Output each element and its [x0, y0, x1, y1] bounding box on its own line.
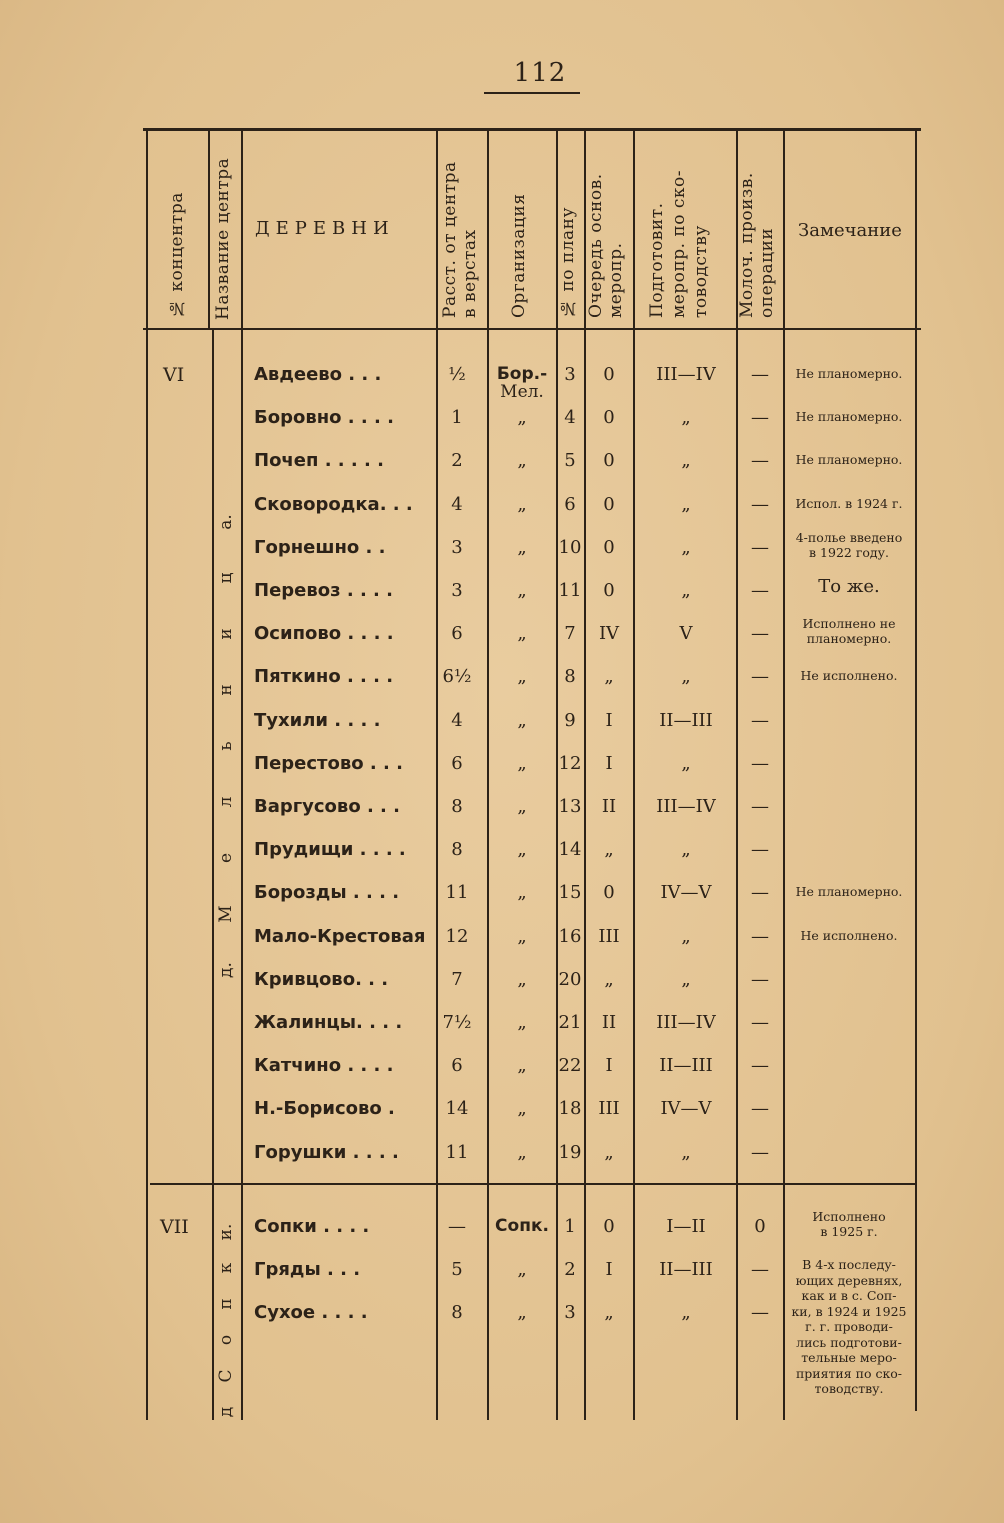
header-queue-1: Очередь основ.: [586, 173, 606, 318]
center-letter: М: [216, 905, 236, 923]
queue-value: 0: [603, 1216, 615, 1237]
village-name: Перестово . . .: [254, 752, 403, 774]
remark-text-2: в 1922 году.: [809, 544, 889, 560]
remark-text: Не планомерно.: [795, 452, 903, 468]
distance-value: 8: [451, 839, 463, 861]
remark-text-2: в 1925 г.: [820, 1224, 878, 1239]
prep-value: „: [681, 407, 691, 429]
center-letter: е: [216, 852, 236, 864]
distance-value: 8: [451, 796, 463, 817]
distance-value: ½: [448, 364, 466, 385]
organization-value: „: [517, 1098, 527, 1120]
queue-value: „: [604, 968, 614, 990]
milk-value: —: [751, 666, 769, 688]
header-milk-1: Молоч. произв.: [737, 172, 757, 318]
village-name: Почеп . . . . .: [254, 450, 384, 472]
remark-text: Не исполнено.: [800, 927, 898, 943]
prep-value: „: [681, 968, 691, 990]
organization-value: „: [517, 1055, 527, 1077]
village-name: Горушки . . . .: [254, 1141, 399, 1163]
concentr-number: VII: [160, 1216, 189, 1238]
distance-value: 3: [451, 580, 463, 601]
concentr-number: VI: [163, 364, 185, 386]
plan-number: 16: [558, 925, 582, 947]
header-queue-2: меропр.: [606, 242, 626, 318]
prep-value: „: [681, 752, 691, 774]
milk-value: —: [751, 839, 769, 861]
milk-value: —: [751, 536, 769, 558]
group-separator-rule: [150, 1183, 916, 1185]
col-rule: [633, 131, 635, 1420]
queue-value: 0: [603, 580, 615, 601]
prep-value: „: [681, 450, 691, 472]
remark-text: Не планомерно.: [795, 884, 903, 900]
plan-number: 1: [564, 1216, 576, 1237]
plan-number: 13: [558, 796, 582, 817]
queue-value: „: [604, 1141, 614, 1163]
milk-value: —: [751, 709, 769, 731]
distance-value: 5: [451, 1259, 463, 1280]
remark-text: Не планомерно.: [795, 366, 903, 381]
queue-value: „: [604, 666, 614, 688]
prep-value: IV—V: [660, 882, 712, 904]
col-rule: [146, 131, 148, 1420]
village-name: Осипово . . . .: [254, 623, 394, 645]
remark-text: То же.: [818, 576, 880, 597]
plan-number: 2: [564, 1259, 576, 1280]
header-villages: ДЕРЕВНИ: [255, 218, 395, 239]
village-name: Сухое . . . .: [254, 1302, 368, 1323]
village-name: Перевоз . . . .: [254, 580, 393, 601]
distance-value: 8: [451, 1302, 463, 1323]
queue-value: III: [598, 925, 620, 947]
queue-value: 0: [603, 364, 615, 385]
prep-value: II—III: [659, 1055, 713, 1077]
distance-value: 4: [451, 493, 463, 515]
milk-value: —: [751, 1259, 769, 1280]
queue-value: II: [601, 1012, 617, 1033]
milk-value: —: [751, 925, 769, 947]
distance-value: 3: [451, 536, 463, 558]
organization-value: „: [517, 450, 527, 472]
organization-value: „: [517, 580, 527, 601]
prep-value: II—III: [659, 709, 713, 731]
queue-value: 0: [603, 407, 615, 429]
organization-value: „: [517, 1302, 527, 1323]
col-rule: [212, 330, 214, 1420]
plan-number: 15: [558, 882, 582, 904]
prep-value: III—IV: [656, 364, 716, 385]
prep-value: „: [681, 580, 691, 601]
shared-remark-line: В 4-х последу-: [802, 1257, 896, 1272]
plan-number: 20: [558, 968, 582, 990]
distance-value: 7: [451, 968, 463, 990]
organization-value: „: [517, 882, 527, 904]
center-letter: к: [216, 1262, 236, 1274]
organization-value: „: [517, 709, 527, 731]
village-name: Боровно . . . .: [254, 407, 394, 429]
remark-text: Исполнено: [812, 1209, 886, 1224]
distance-value: 2: [451, 450, 463, 472]
prep-value: „: [681, 536, 691, 558]
queue-value: I: [605, 1055, 613, 1077]
distance-value: 6: [451, 623, 463, 645]
prep-value: „: [681, 839, 691, 861]
plan-number: 18: [558, 1098, 582, 1120]
milk-value: —: [751, 580, 769, 601]
organization-value: „: [517, 407, 527, 429]
col-rule: [208, 131, 210, 329]
queue-value: „: [604, 1302, 614, 1323]
prep-value: IV—V: [660, 1098, 712, 1120]
plan-number: 19: [558, 1141, 582, 1163]
prep-value: „: [681, 666, 691, 688]
milk-value: —: [751, 364, 769, 385]
remark-text: Не исполнено.: [800, 668, 898, 684]
village-name: Гряды . . .: [254, 1259, 361, 1280]
header-milk-2: операции: [757, 227, 777, 318]
shared-remark-line: товодству.: [814, 1381, 884, 1396]
queue-value: II: [601, 796, 617, 817]
remark-text: Испол. в 1924 г.: [795, 495, 903, 511]
prep-value: V: [679, 623, 693, 645]
shared-remark-line: лись подготови-: [796, 1334, 902, 1350]
village-name: Сковородка. . .: [254, 493, 413, 515]
plan-number: 14: [558, 839, 582, 861]
organization-value: „: [517, 968, 527, 990]
shared-remark-line: тельные меро-: [801, 1350, 897, 1365]
plan-number: 3: [564, 1302, 576, 1323]
header-distance-2: в верстах: [460, 229, 480, 318]
distance-value: 6: [451, 1055, 463, 1077]
organization-value: „: [517, 752, 527, 774]
distance-value: —: [448, 1216, 466, 1237]
plan-number: 6: [564, 493, 576, 515]
organization-value-2: Мел.: [500, 382, 544, 402]
distance-value: 12: [445, 925, 469, 947]
center-letter: а.: [216, 514, 236, 530]
center-letter: н: [216, 684, 236, 696]
center-letter: ц: [216, 572, 236, 584]
plan-number: 10: [558, 536, 582, 558]
remark-text: Исполнено не: [802, 616, 896, 632]
prep-value: III—IV: [656, 1012, 716, 1033]
header-center: Название центра: [213, 157, 233, 320]
milk-value: —: [751, 450, 769, 472]
village-name: Пяткино . . . .: [254, 666, 394, 688]
plan-number: 5: [564, 450, 576, 472]
distance-value: 6: [451, 752, 463, 774]
plan-number: 21: [558, 1012, 582, 1033]
prep-value: I—II: [666, 1216, 706, 1237]
prep-value: III—IV: [656, 796, 716, 817]
header-plan: № по плану: [558, 207, 578, 318]
prep-value: „: [681, 493, 691, 515]
village-name: Варгусово . . .: [254, 796, 400, 817]
queue-value: „: [604, 839, 614, 861]
organization-value: „: [517, 536, 527, 558]
header-prep-1: Подготовит.: [647, 202, 667, 318]
distance-value: 11: [445, 1141, 469, 1163]
remark-text-2: планомерно.: [806, 631, 892, 647]
queue-value: IV: [598, 623, 620, 645]
distance-value: 11: [445, 882, 469, 904]
remark-text: Не планомерно.: [795, 409, 903, 425]
village-name: Жалинцы. . . .: [254, 1012, 403, 1033]
page-number-rule: [484, 92, 580, 94]
header-distance-1: Расст. от центра: [440, 161, 460, 318]
organization-value: „: [517, 493, 527, 515]
milk-value: —: [751, 796, 769, 817]
milk-value: —: [751, 1012, 769, 1033]
village-name: Прудищи . . . .: [254, 839, 406, 861]
plan-number: 11: [558, 580, 582, 601]
village-name: Тухили . . . .: [254, 709, 381, 731]
milk-value: —: [751, 882, 769, 904]
organization-value: „: [517, 1141, 527, 1163]
center-letter: д.: [216, 962, 236, 978]
plan-number: 4: [564, 407, 576, 429]
col-rule: [241, 131, 243, 1420]
plan-number: 3: [564, 364, 576, 385]
shared-remark-line: ющих деревнях,: [795, 1272, 903, 1288]
center-letter: С: [216, 1369, 236, 1383]
organization-value: Сопк.: [495, 1216, 549, 1236]
organization-value: „: [517, 796, 527, 817]
distance-value: 6½: [442, 666, 472, 688]
center-letter: и: [216, 628, 236, 640]
village-name: Катчино . . . .: [254, 1055, 394, 1077]
header-remark: Замечание: [798, 220, 902, 241]
village-name: Кривцово. . .: [254, 968, 389, 990]
header-bottom-rule: [143, 328, 921, 330]
distance-value: 7½: [442, 1012, 472, 1033]
organization-value: „: [517, 925, 527, 947]
plan-number: 9: [564, 709, 576, 731]
queue-value: 0: [603, 450, 615, 472]
milk-value: —: [751, 1098, 769, 1120]
header-prep-2: меропр. по ско-: [669, 169, 689, 318]
milk-value: —: [751, 407, 769, 429]
milk-value: —: [751, 968, 769, 990]
queue-value: 0: [603, 493, 615, 515]
village-name: Сопки . . . .: [254, 1216, 370, 1237]
prep-value: „: [681, 925, 691, 947]
shared-remark-line: г. г. проводи-: [805, 1319, 893, 1334]
organization-value: Бор.-: [496, 364, 548, 384]
milk-value: 0: [754, 1216, 766, 1237]
center-letter: и.: [216, 1223, 236, 1241]
queue-value: I: [605, 752, 613, 774]
header-org: Организация: [509, 193, 529, 318]
center-letter: о: [216, 1334, 236, 1346]
organization-value: „: [517, 666, 527, 688]
village-name: Горнешно . .: [254, 536, 386, 558]
center-letter: ь: [216, 741, 236, 751]
organization-value: „: [517, 1012, 527, 1033]
distance-value: 1: [451, 407, 463, 429]
col-rule: [487, 131, 489, 1420]
shared-remark-line: как и в с. Соп-: [801, 1288, 897, 1303]
organization-value: „: [517, 839, 527, 861]
plan-number: 22: [558, 1055, 582, 1077]
plan-number: 7: [564, 623, 576, 645]
page-number: 112: [513, 58, 567, 88]
center-letter: п: [216, 1298, 236, 1310]
milk-value: —: [751, 752, 769, 774]
village-name: Авдеево . . .: [254, 364, 382, 385]
shared-remark-line: ки, в 1924 и 1925: [791, 1303, 907, 1319]
prep-value: „: [681, 1302, 691, 1323]
queue-value: I: [605, 1259, 613, 1280]
village-name: Мало-Крестовая: [254, 925, 426, 947]
milk-value: —: [751, 1141, 769, 1163]
header-prep-3: товодству: [691, 225, 711, 318]
queue-value: III: [598, 1098, 620, 1120]
distance-value: 14: [445, 1098, 469, 1120]
milk-value: —: [751, 623, 769, 645]
queue-value: I: [605, 709, 613, 731]
plan-number: 8: [564, 666, 576, 688]
organization-value: „: [517, 623, 527, 645]
milk-value: —: [751, 493, 769, 515]
queue-value: 0: [603, 536, 615, 558]
milk-value: —: [751, 1055, 769, 1077]
header-concentr: № концентра: [167, 192, 187, 318]
plan-number: 12: [558, 752, 582, 774]
prep-value: „: [681, 1141, 691, 1163]
queue-value: 0: [603, 882, 615, 904]
center-letter: д: [216, 1406, 236, 1418]
distance-value: 4: [451, 709, 463, 731]
remark-text: 4-полье введено: [795, 529, 903, 545]
prep-value: II—III: [659, 1259, 713, 1280]
table-top-rule: [143, 128, 921, 131]
village-name: Н.-Борисово .: [254, 1098, 395, 1120]
organization-value: „: [517, 1259, 527, 1280]
shared-remark-line: приятия по ско-: [795, 1365, 903, 1381]
village-name: Борозды . . . .: [254, 882, 400, 904]
center-letter: л: [216, 796, 236, 808]
milk-value: —: [751, 1302, 769, 1323]
